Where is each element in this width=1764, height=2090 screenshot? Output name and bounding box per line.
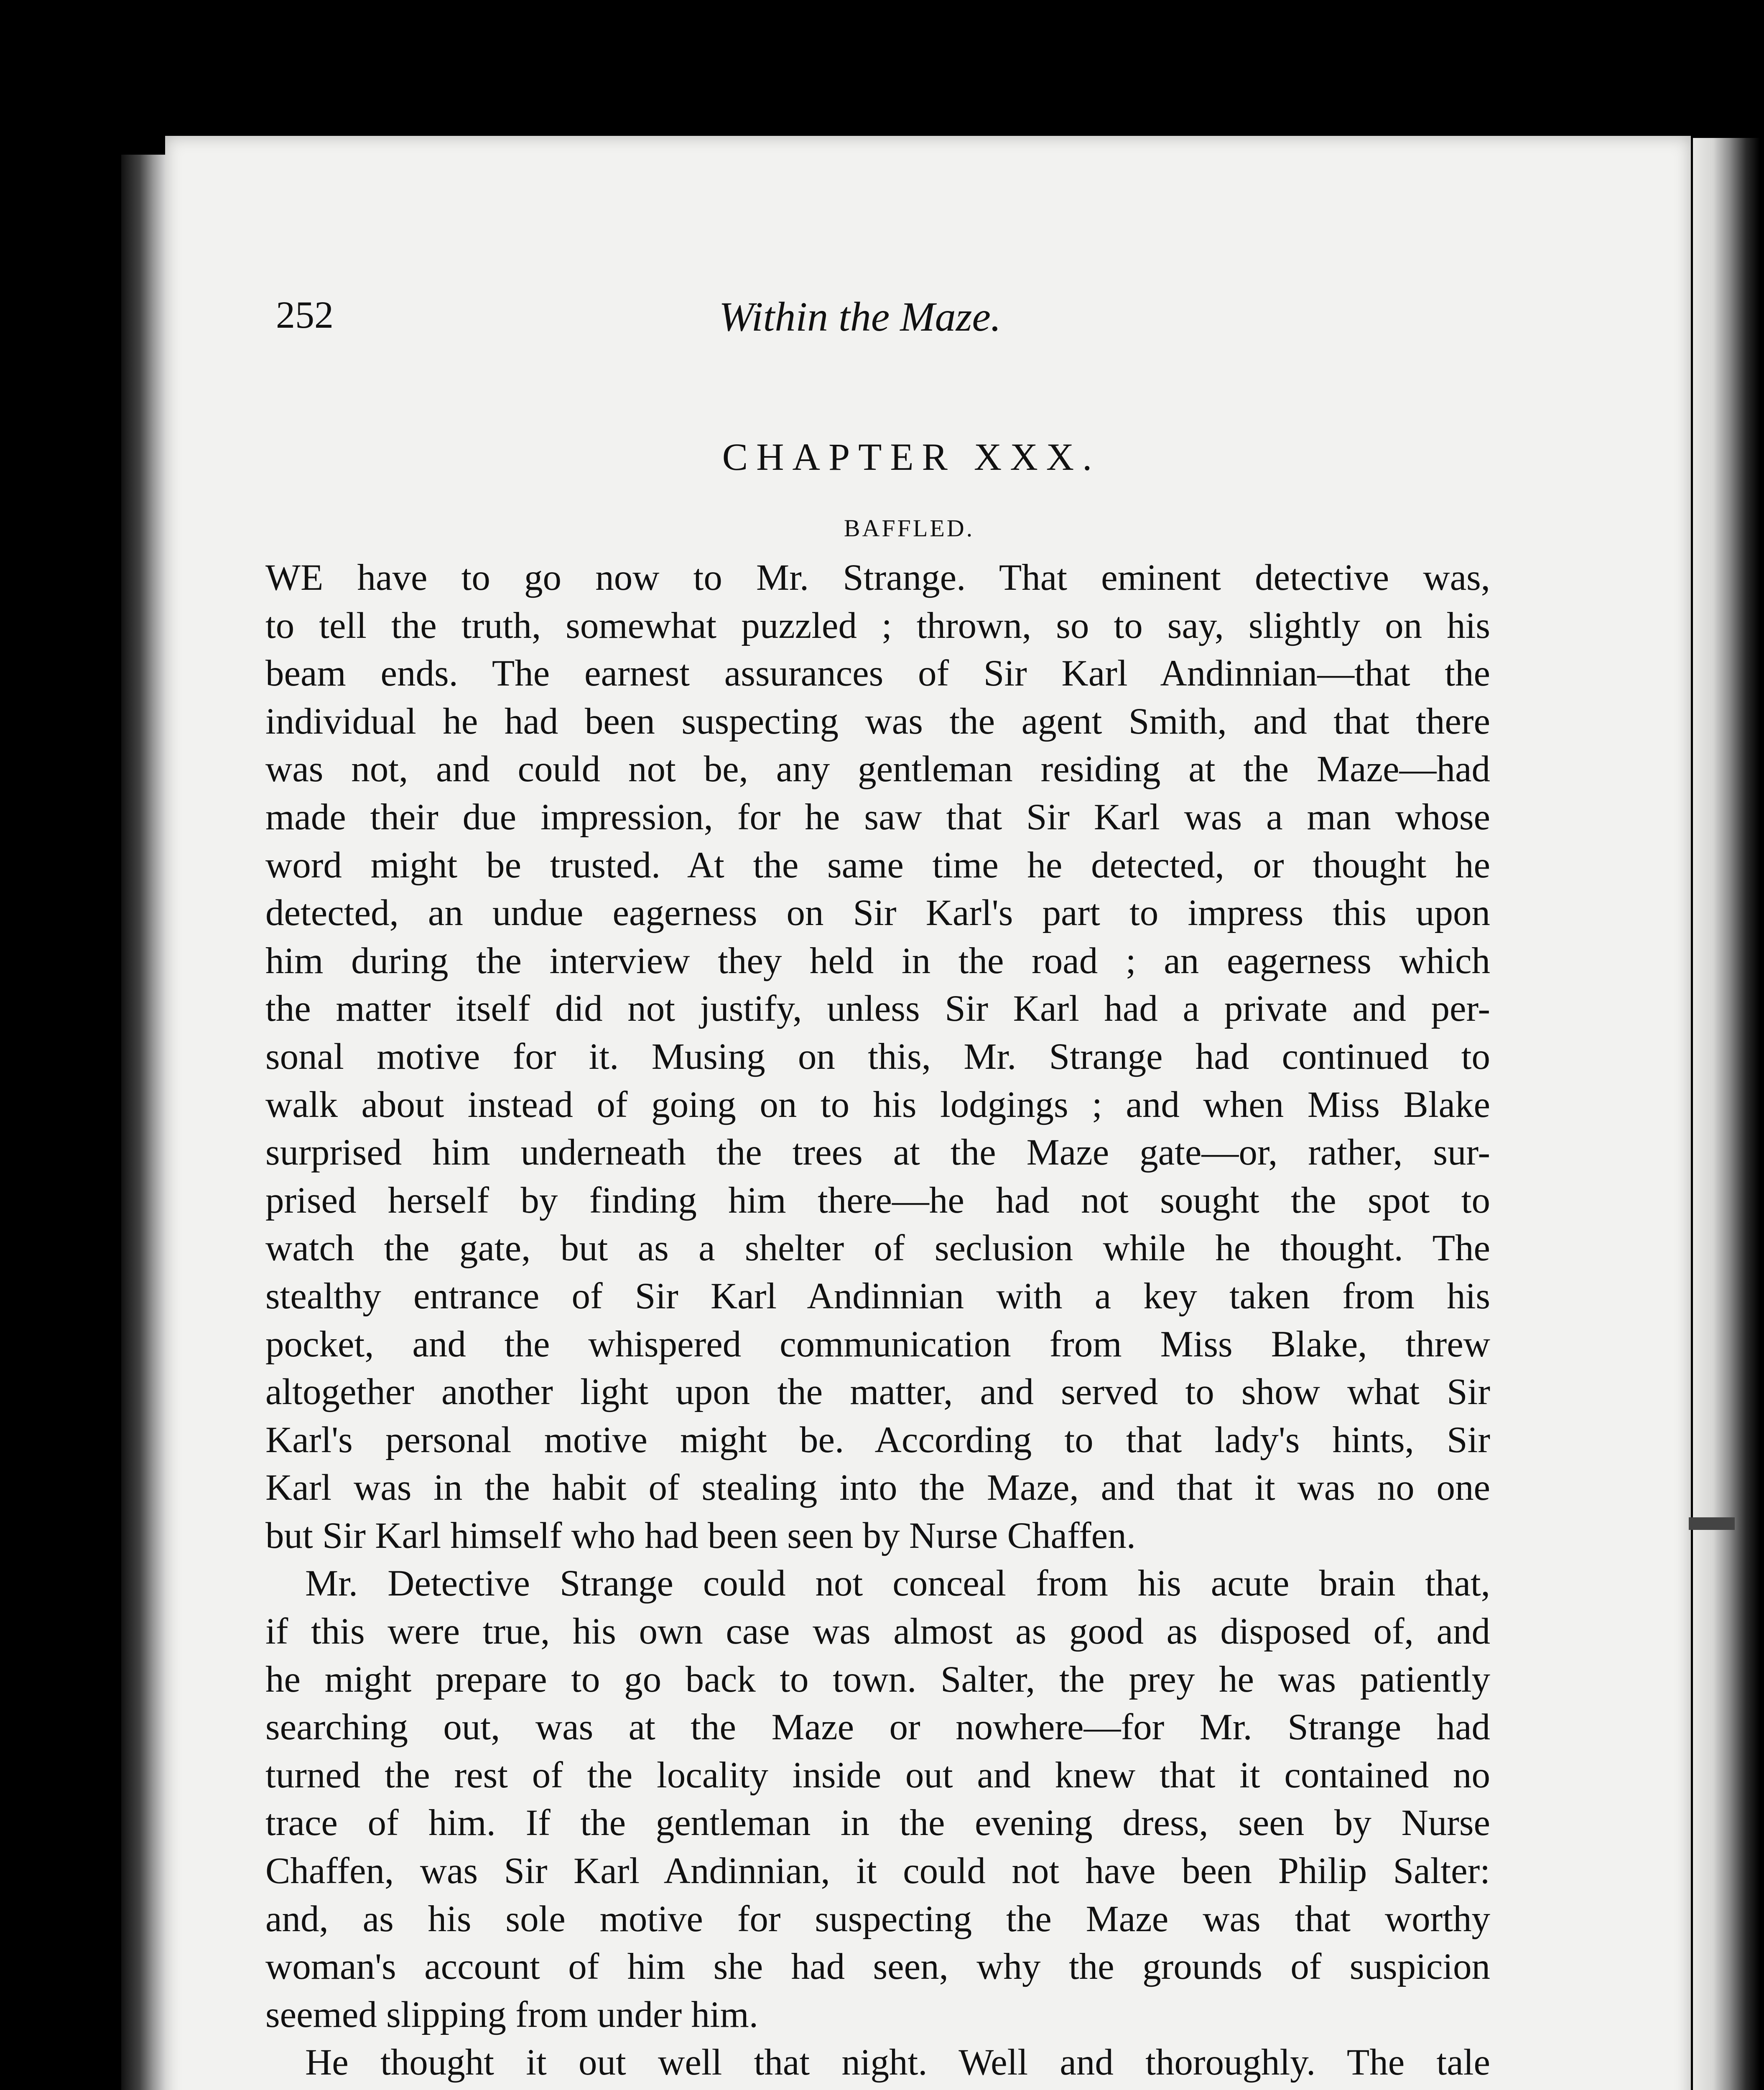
paragraph <box>265 1560 1490 2039</box>
text-line: searching out, was at the Maze or nowhere—for Mr. Strange had <box>265 1707 1490 1748</box>
text-line <box>265 2087 1490 2090</box>
text-line: walk about instead of going on to his lodgings ; and when Miss Blake <box>265 1084 1490 1125</box>
text-line: watch the gate, but as a shelter of seclusion while he thought. The <box>265 1228 1490 1269</box>
text-line: if this were true, his own case was almost as good as disposed of, and <box>265 1611 1490 1652</box>
text-line: beam ends. The earnest assurances of Sir Karl Andinnian—that the <box>265 653 1490 694</box>
text-line: altogether another light upon the matter, and served to show what Sir <box>265 1371 1490 1413</box>
page-number: 252 <box>276 293 334 336</box>
text-line: word might be trusted. At the same time he detected, or thought he <box>265 844 1490 886</box>
paragraph <box>265 2039 1490 2090</box>
text-line: and, as his sole motive for suspecting the Maze was that worthy <box>265 1898 1490 1940</box>
text-line: Mr. Detective Strange could not conceal from his acute brain that, <box>305 1563 1490 1604</box>
paragraph <box>265 554 1490 1560</box>
page-fold-mark <box>1689 1517 1735 1530</box>
chapter-subtitle: BAFFLED. <box>844 515 975 542</box>
body-text <box>265 554 1490 2090</box>
text-line: was not, and could not be, any gentleman residing at the Maze—had <box>265 749 1490 790</box>
text-line: Karl's personal motive might be. According to that lady's hints, Sir <box>265 1419 1490 1460</box>
text-line: surprised him underneath the trees at the Maze gate—or, rather, sur- <box>265 1132 1490 1173</box>
text-line: individual he had been suspecting was the agent Smith, and that there <box>265 701 1490 742</box>
text-line: prised herself by finding him there—he had not sought the spot to <box>265 1180 1490 1221</box>
text-line: seemed slipping from under him. <box>265 1994 759 2035</box>
text-line: trace of him. If the gentleman in the evening dress, seen by Nurse <box>265 1802 1490 1844</box>
text-line: him during the interview they held in the road ; an eagerness which <box>265 940 1490 981</box>
text-line: He thought it out well that night. Well and thoroughly. The tale <box>305 2042 1490 2083</box>
chapter-title: CHAPTER XXX. <box>722 436 1101 478</box>
text-line: the matter itself did not justify, unless Sir Karl had a private and per- <box>265 988 1490 1030</box>
text-line: Chaffen, was Sir Karl Andinnian, it could not have been Philip Salter: <box>265 1850 1490 1892</box>
page-right-edge <box>1693 138 1760 2090</box>
text-line: woman's account of him she had seen, why the grounds of suspicion <box>265 1946 1490 1988</box>
text-line: made their due impression, for he saw that Sir Karl was a man whose <box>265 796 1490 838</box>
text-line: but Sir Karl himself who had been seen by Nurse Chaffen. <box>265 1515 1136 1556</box>
page-header <box>276 293 1530 347</box>
text-line: stealthy entrance of Sir Karl Andinnian with a key taken from his <box>265 1275 1490 1317</box>
running-head: Within the Maze. <box>719 293 1001 340</box>
text-line: turned the rest of the locality inside out and knew that it contained no <box>265 1754 1490 1796</box>
text-line: sonal motive for it. Musing on this, Mr. Strange had continued to <box>265 1036 1490 1077</box>
text-line: he might prepare to go back to town. Salter, the prey he was patiently <box>265 1659 1490 1700</box>
text-line: detected, an undue eagerness on Sir Karl's part to impress this upon <box>265 892 1490 934</box>
text-line: to tell the truth, somewhat puzzled ; thrown, so to say, slightly on his <box>265 605 1490 646</box>
text-line: WE have to go now to Mr. Strange. That eminent detective was, <box>265 557 1490 598</box>
text-line: pocket, and the whispered communication from Miss Blake, threw <box>265 1323 1490 1365</box>
text-line: Karl was in the habit of stealing into the Maze, and that it was no one <box>265 1467 1490 1509</box>
